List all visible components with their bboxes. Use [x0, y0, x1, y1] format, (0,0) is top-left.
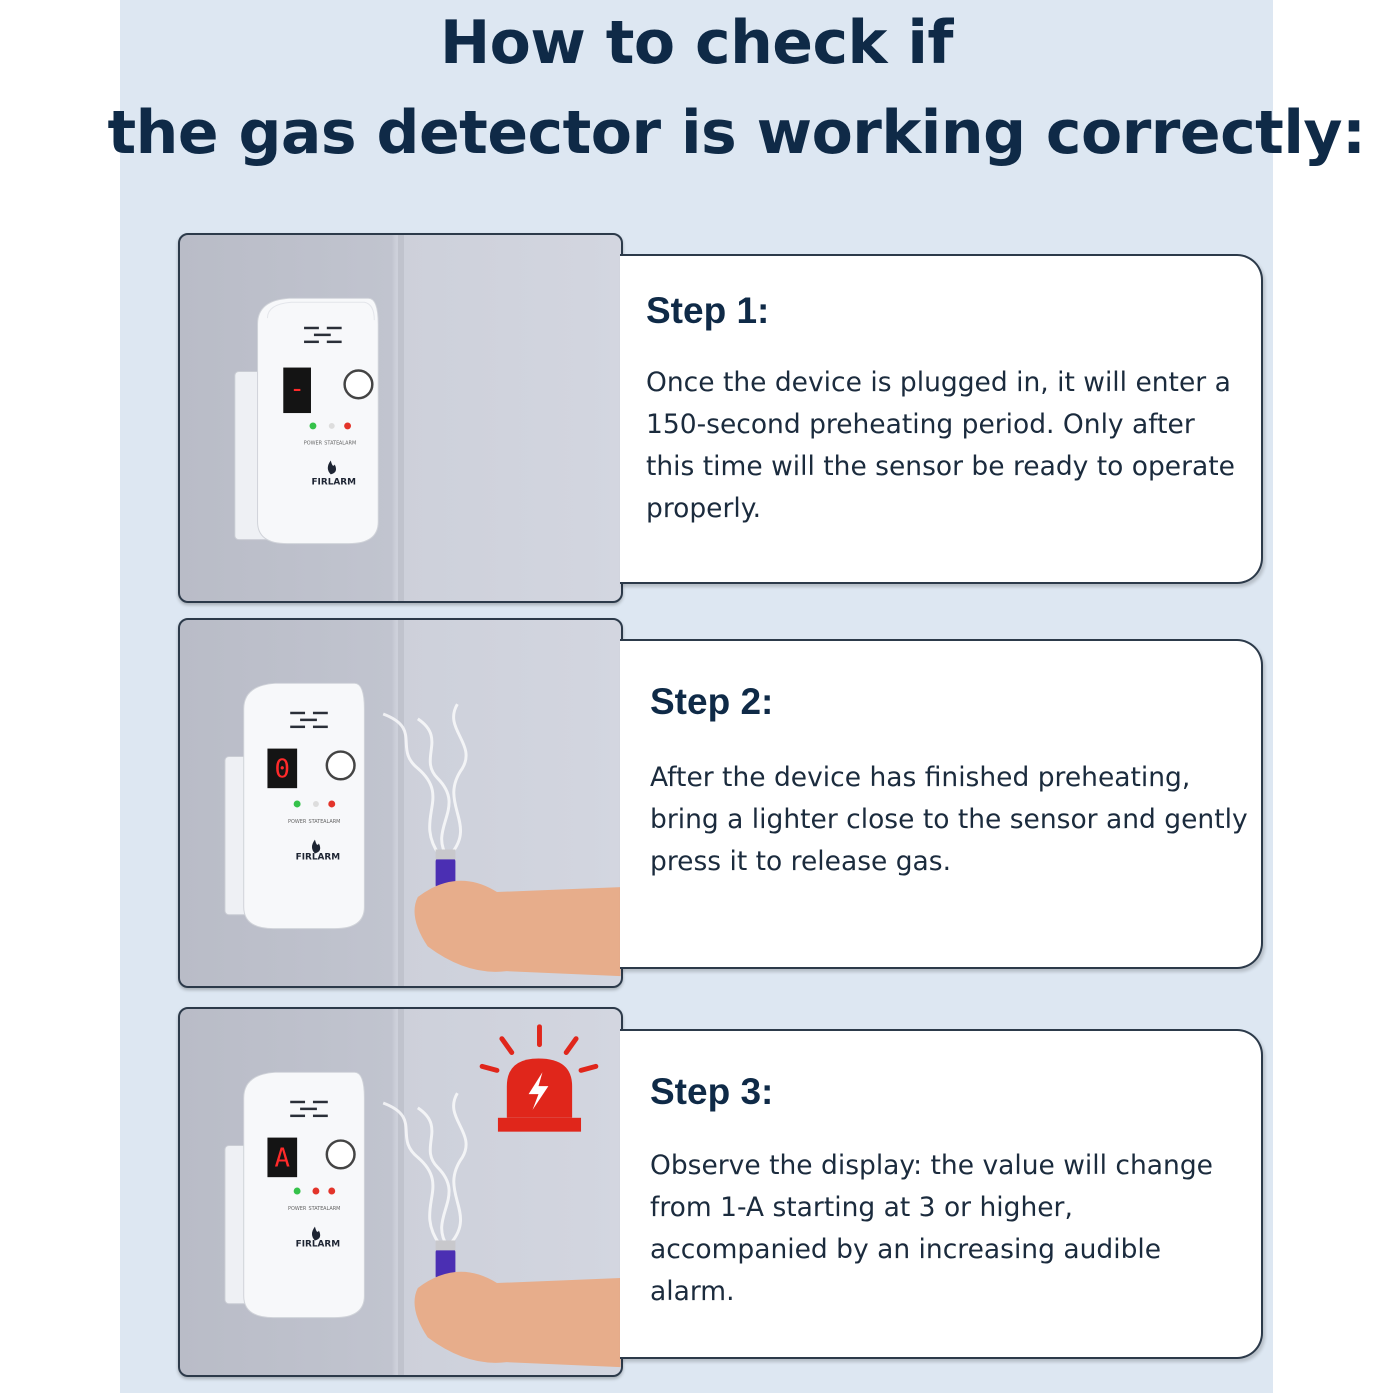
indicator-power-label: POWER	[303, 440, 323, 447]
indicator-power-label: POWER	[287, 818, 307, 825]
step-1-card	[620, 254, 1263, 584]
indicator-power-label: POWER	[287, 1205, 307, 1212]
page-title-line-1: How to check if	[439, 8, 954, 78]
indicator-state-label: STATE	[308, 818, 324, 825]
indicator-state-label: STATE	[324, 440, 340, 447]
lighter-icon	[415, 1240, 621, 1367]
display-readout: 0	[274, 754, 291, 785]
gas-detector-icon	[180, 620, 621, 986]
indicator-alarm-label: ALARM	[323, 818, 341, 825]
step-2-card	[620, 639, 1263, 969]
alarm-siren-icon	[482, 1027, 596, 1132]
smoke-icon	[383, 704, 466, 857]
step-3-photo	[178, 1007, 623, 1377]
step-3-card	[620, 1029, 1263, 1359]
step-1-heading: Step 1:	[646, 290, 770, 331]
brand-label: FIRLARM	[295, 852, 341, 863]
step-2-text: After the device has finished preheating, bring a lighter close to the sensor and gently press it to release gas.	[650, 762, 1248, 877]
brand-label: FIRLARM	[295, 1239, 341, 1250]
page-title-line-2: the gas detector is working correctly:	[107, 98, 1366, 168]
step-3-heading: Step 3:	[650, 1071, 774, 1112]
gas-detector-icon	[180, 1009, 621, 1375]
gas-detector-icon	[180, 235, 621, 601]
brand-label: FIRLARM	[311, 477, 356, 488]
step-2-heading: Step 2:	[650, 681, 774, 722]
step-1-text: Once the device is plugged in, it will enter a 150-second preheating period. Only after this time will the sensor be ready to operate properly.	[646, 367, 1235, 524]
step-1-photo	[178, 233, 623, 603]
display-readout: -	[289, 374, 305, 405]
display-readout: A	[274, 1143, 291, 1174]
step-3-text: Observe the display: the value will change from 1-A starting at 3 or higher, accompanied by an increasing audible alarm.	[650, 1150, 1213, 1307]
step-2-photo	[178, 618, 623, 988]
indicator-state-label: STATE	[308, 1205, 324, 1212]
lighter-icon	[415, 849, 621, 976]
indicator-alarm-label: ALARM	[338, 440, 357, 447]
smoke-icon	[383, 1093, 466, 1246]
indicator-alarm-label: ALARM	[323, 1205, 341, 1212]
